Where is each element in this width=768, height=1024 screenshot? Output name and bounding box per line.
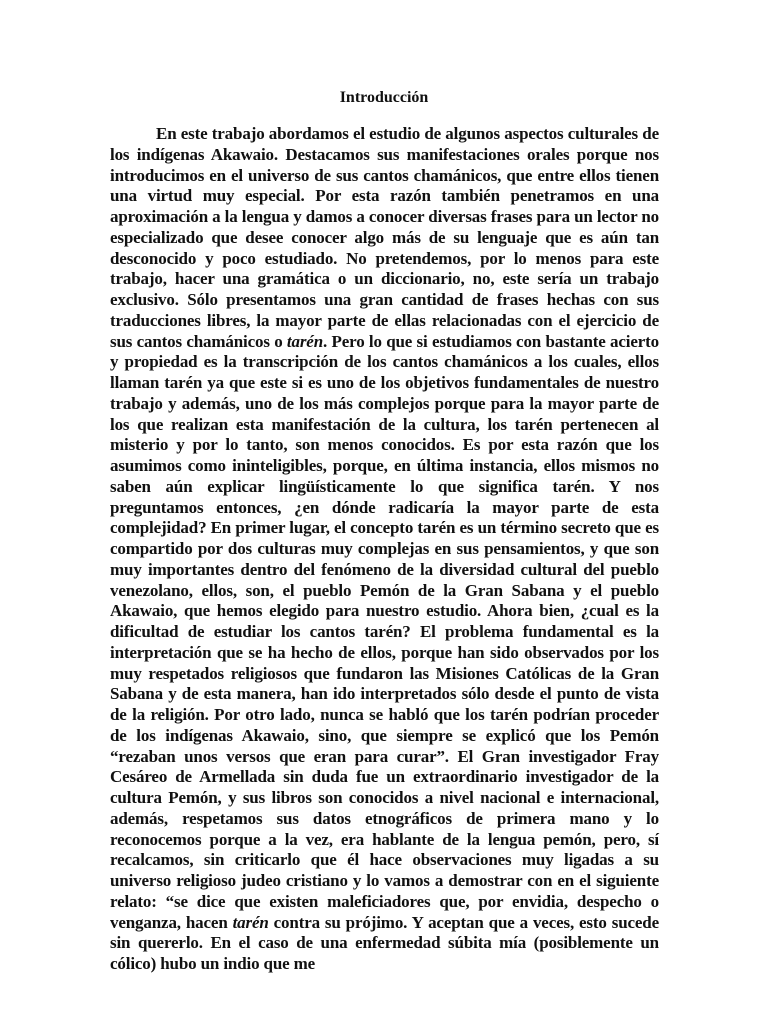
paragraph-segment: contra su prójimo. Y aceptan que a veces, esto sucede sin quererlo. En el caso de una enfermedad súbita mía (posiblemente un cólico) hubo un indio que me xyxy=(110,912,659,973)
paragraph-segment: En este trabajo abordamos el estudio de algunos aspectos culturales de los indígenas Akawaio. Destacamos sus manifestaciones orales porque nos introducimos en el universo de sus cantos chamánicos, que entre ellos tienen una virtud muy especial. Por esta razón también penetramos en una aproximación a la lengua y damos a conocer diversas frases para un lector no especializado que desee conocer algo más de su lenguaje que es aún tan desconocido y poco estudiado. No pretendemos, por lo menos para este trabajo, hacer una gramática o un diccionario, no, este sería un trabajo exclusivo. Sólo presentamos una gran cantidad de frases hechas con sus traducciones libres, la mayor parte de ellas relacionadas con el ejercicio de sus cantos chamánicos o xyxy=(110,124,659,351)
paragraph-segment: . Pero lo que si estudiamos con bastante acierto y propiedad es la transcripción de los cantos chamánicos a los cuales, ellos llaman tarén ya que este si es uno de los objetivos fundamentales de nuestro trabajo y además, uno de los más complejos porque para la mayor parte de los que realizan esta manifestación de la cultura, los tarén pertenecen al misterio y por lo tanto, son menos conocidos. Es por esta razón que los asumimos como ininteligibles, porque, en última instancia, ellos mismos no saben aún explicar lingüísticamente lo que significa tarén. Y nos preguntamos entonces, ¿en dónde radicaría la mayor parte de esta complejidad? En primer lugar, el concepto tarén es un término secreto que es compartido por dos culturas muy complejas en sus pensamientos, y que son muy importantes dentro del fenómeno de la diversidad cultural del pueblo venezolano, ellos, son, el pueblo Pemón de la Gran Sabana y el pueblo Akawaio, que hemos elegido para nuestro estudio. Ahora bien, ¿cual es la dificultad de estudiar los cantos tarén? El problema fundamental es la interpretación que se ha hecho de ellos, porque han sido observados por los muy respetados religiosos que fundaron las Misiones Católicas de la Gran Sabana y de esta manera, han ido interpretados sólo desde el punto de vista de la religión. Por otro lado, nunca se habló que los tarén podrían proceder de los indígenas Akawaio, sino, que siempre se explicó que los Pemón “rezaban unos versos que eran para curar”. El Gran investigador Fray Cesáreo de Armellada sin duda fue un extraordinario investigador de la cultura Pemón, y sus libros son conocidos a nivel nacional e internacional, además, respetamos sus datos etnográficos de primera mano y lo reconocemos porque a la vez, era hablante de la lengua pemón, pero, sí recalcamos, sin criticarlo que él hace observaciones muy ligadas a su universo religioso judeo cristiano y lo vamos a demostrar con en el siguiente relato: “se dice que existen maleficiadores que, por envidia, despecho o venganza, hacen xyxy=(110,331,659,932)
body-paragraph xyxy=(110,124,659,975)
paragraph-segment-italic: tarén xyxy=(286,331,324,351)
page-title: Introducción xyxy=(339,89,429,106)
paragraph-segment-italic: tarén xyxy=(232,912,269,932)
